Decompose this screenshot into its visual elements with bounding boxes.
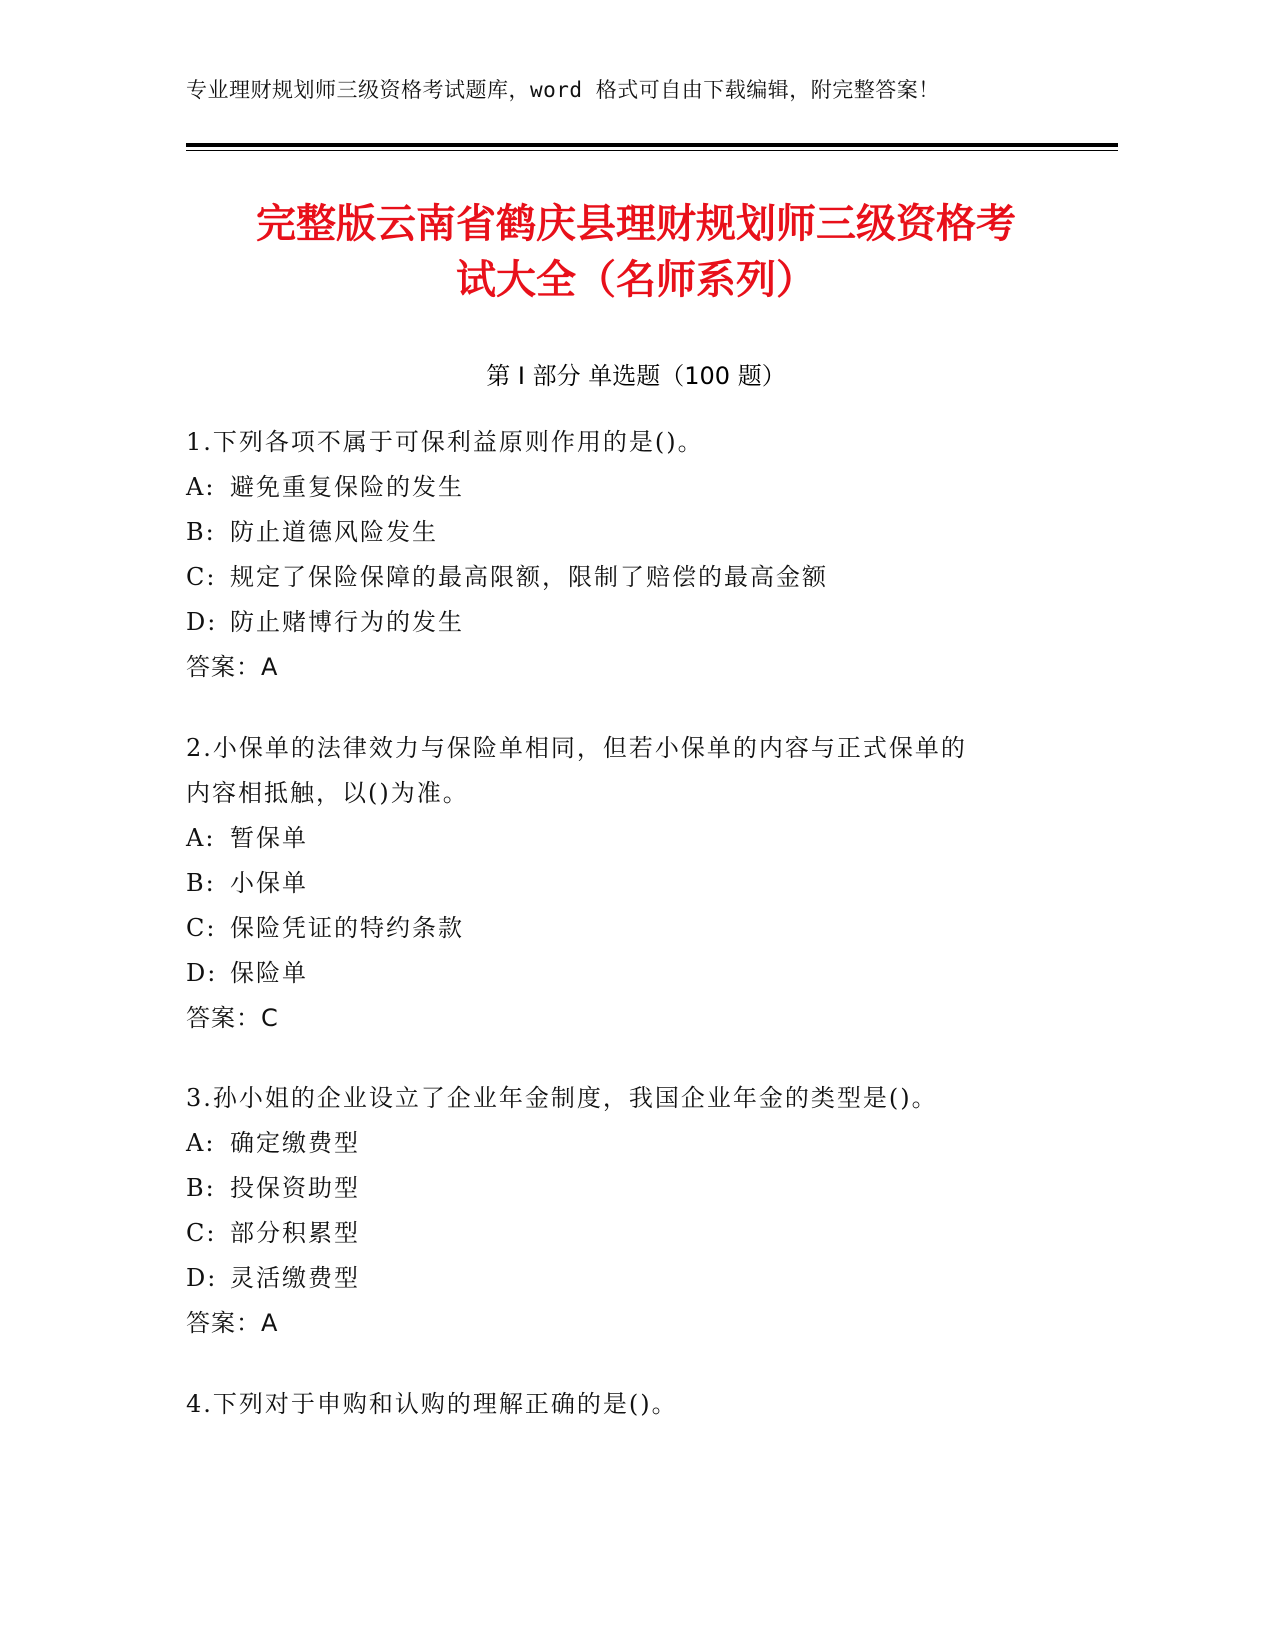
option-text: 确定缴费型 bbox=[230, 1129, 360, 1157]
option-letter: B: bbox=[186, 1174, 216, 1202]
option-d bbox=[186, 600, 1086, 645]
title-line-1: 完整版云南省鹤庆县理财规划师三级资格考 bbox=[256, 201, 1016, 247]
option-text: 部分积累型 bbox=[230, 1219, 360, 1247]
question-3 bbox=[186, 1076, 1086, 1346]
option-a bbox=[186, 465, 1086, 510]
option-text: 防止道德风险发生 bbox=[230, 518, 438, 546]
question-stem-line-2: 内容相抵触，以()为准。 bbox=[186, 779, 469, 807]
header-rule-thick bbox=[186, 143, 1118, 147]
option-letter: D: bbox=[186, 959, 218, 987]
option-a bbox=[186, 1121, 1086, 1166]
option-letter: B: bbox=[186, 518, 216, 546]
document-title bbox=[186, 196, 1086, 308]
option-text: 保险凭证的特约条款 bbox=[230, 914, 464, 942]
option-b bbox=[186, 1166, 1086, 1211]
question-2 bbox=[186, 726, 1086, 1041]
option-b bbox=[186, 861, 1086, 906]
option-text: 规定了保险保障的最高限额，限制了赔偿的最高金额 bbox=[230, 563, 828, 591]
title-line-2: 试大全（名师系列） bbox=[456, 257, 816, 303]
option-d bbox=[186, 1256, 1086, 1301]
option-text: 暂保单 bbox=[230, 824, 308, 852]
option-c bbox=[186, 906, 1086, 951]
option-letter: B: bbox=[186, 869, 216, 897]
question-stem: 3.孙小姐的企业设立了企业年金制度，我国企业年金的类型是()。 bbox=[186, 1084, 938, 1112]
option-text: 小保单 bbox=[230, 869, 308, 897]
option-letter: D: bbox=[186, 1264, 218, 1292]
option-text: 投保资助型 bbox=[230, 1174, 360, 1202]
header-rule-thin bbox=[186, 150, 1118, 151]
option-c bbox=[186, 1211, 1086, 1256]
option-letter: C: bbox=[186, 1219, 217, 1247]
option-letter: C: bbox=[186, 563, 217, 591]
option-letter: A: bbox=[186, 824, 216, 852]
section-title: 第 I 部分 单选题（100 题） bbox=[486, 362, 786, 390]
option-text: 防止赌博行为的发生 bbox=[230, 608, 464, 636]
header-note: 专业理财规划师三级资格考试题库，word 格式可自由下载编辑，附完整答案！ bbox=[186, 78, 940, 102]
question-stem: 1.下列各项不属于可保利益原则作用的是()。 bbox=[186, 428, 704, 456]
question-stem-line-1: 2.小保单的法律效力与保险单相同，但若小保单的内容与正式保单的 bbox=[186, 734, 967, 762]
option-letter: A: bbox=[186, 1129, 216, 1157]
question-stem: 4.下列对于申购和认购的理解正确的是()。 bbox=[186, 1390, 678, 1418]
option-text: 保险单 bbox=[230, 959, 308, 987]
option-b bbox=[186, 510, 1086, 555]
option-text: 灵活缴费型 bbox=[230, 1264, 360, 1292]
option-text: 避免重复保险的发生 bbox=[230, 473, 464, 501]
option-a bbox=[186, 816, 1086, 861]
option-d bbox=[186, 951, 1086, 996]
answer: 答案：A bbox=[186, 653, 279, 681]
answer: 答案：A bbox=[186, 1309, 279, 1337]
option-c bbox=[186, 555, 1086, 600]
option-letter: A: bbox=[186, 473, 216, 501]
question-1 bbox=[186, 420, 1086, 690]
question-4 bbox=[186, 1382, 1086, 1427]
option-letter: C: bbox=[186, 914, 217, 942]
option-letter: D: bbox=[186, 608, 218, 636]
answer: 答案：C bbox=[186, 1004, 279, 1032]
